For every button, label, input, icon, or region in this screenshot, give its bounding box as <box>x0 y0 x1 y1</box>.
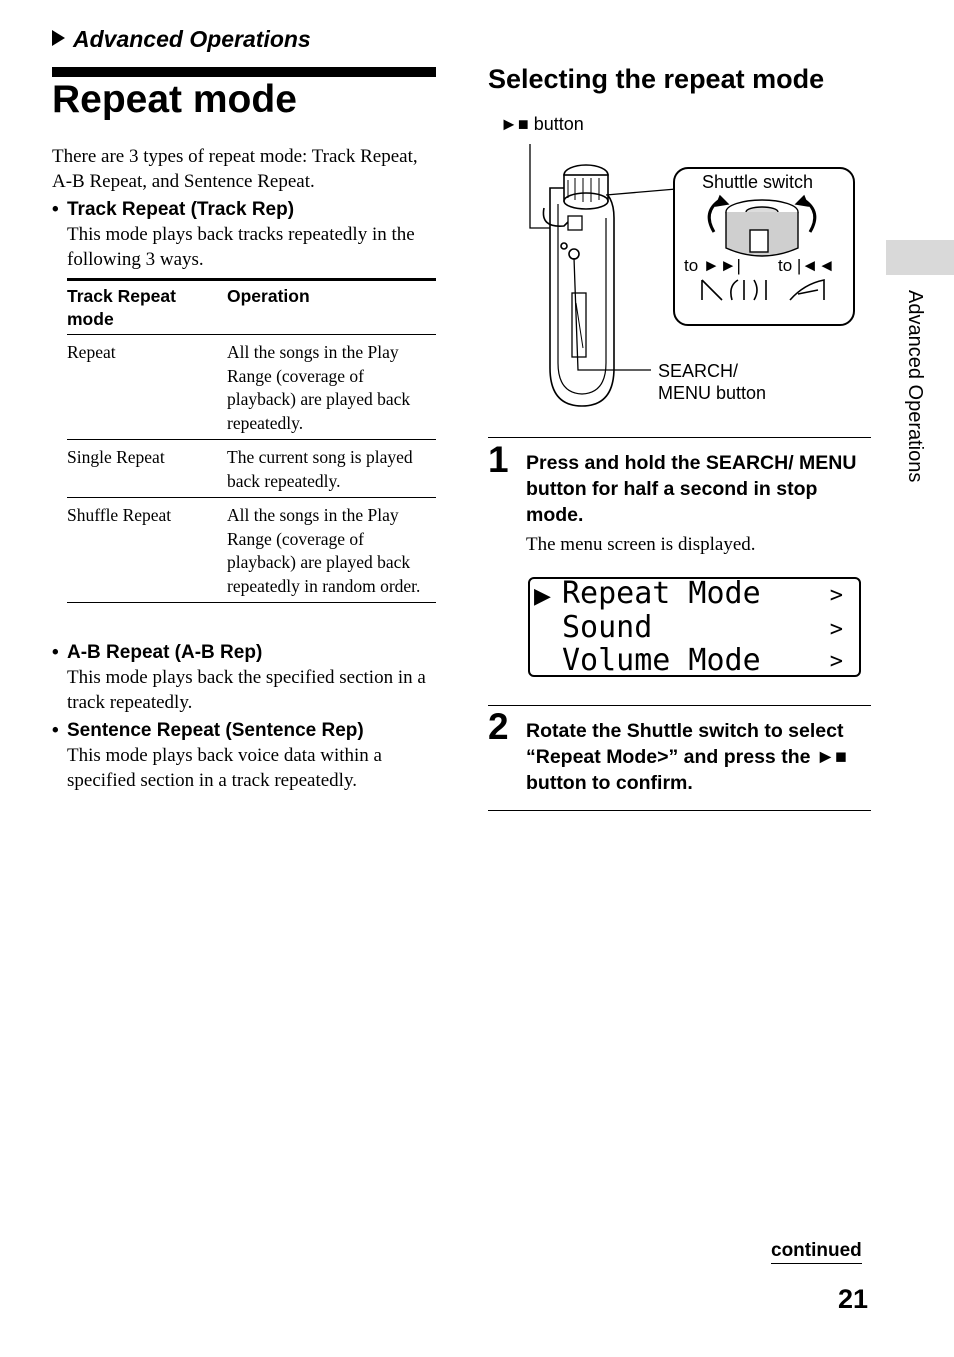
intro-paragraph: There are 3 types of repeat mode: Track Repeat, A-B Repeat, and Sentence Repeat. <box>52 146 418 192</box>
lcd-item-repeat-mode: Repeat Mode <box>562 576 761 611</box>
bullet-title: A-B Repeat (A-B Rep) <box>67 642 263 663</box>
bullet-track-repeat <box>52 197 436 272</box>
table-header-row <box>67 280 436 335</box>
chevron-right-icon: > <box>829 649 843 674</box>
table-cell: Single Repeat <box>67 447 165 467</box>
page-number: 21 <box>838 1284 869 1314</box>
bullet-title: Sentence Repeat (Sentence Rep) <box>67 720 364 741</box>
search-label-line2: MENU button <box>658 383 767 403</box>
bullet-body: This mode plays back the specified section in a track repeatedly. <box>67 667 426 713</box>
table-cell: All the songs in the Play Range (coverage of playback) are played back repeatedly. <box>227 342 411 433</box>
table-row <box>67 440 436 498</box>
title-rule <box>52 67 436 77</box>
bullet-dot: • <box>52 720 59 741</box>
bullet-dot: • <box>52 199 59 220</box>
bullet-title: Track Repeat (Track Rep) <box>67 199 295 220</box>
side-tab <box>886 240 954 275</box>
step-number: 1 <box>488 439 509 480</box>
step-number: 2 <box>488 706 509 747</box>
page-title: Repeat mode <box>52 78 297 121</box>
search-label-line1: SEARCH/ <box>658 361 739 381</box>
chevron-right-icon: > <box>829 617 843 642</box>
breadcrumb <box>52 26 311 53</box>
to-prev-label: to |◄◄ <box>778 256 835 275</box>
step-divider <box>488 437 871 438</box>
step-divider <box>488 705 871 706</box>
step-instruction: Rotate the Shuttle switch to select “Repeat Mode>” and press the ►■ button to confirm. <box>526 720 847 794</box>
column-header: Operation <box>227 286 310 306</box>
bullet-body: This mode plays back voice data within a specified section in a track repeatedly. <box>67 745 382 791</box>
table-row <box>67 498 436 603</box>
lcd-item-sound: Sound <box>562 610 653 645</box>
breadcrumb-text: Advanced Operations <box>73 26 311 52</box>
shuttle-label: Shuttle switch <box>702 172 814 192</box>
cursor-icon: ▶ <box>534 584 551 609</box>
repeat-mode-table <box>67 278 436 603</box>
side-tab-label: Advanced Operations <box>904 290 926 483</box>
bullet-sentence-repeat <box>52 718 436 793</box>
lcd-menu-screen <box>528 577 861 677</box>
to-next-label: to ►►| <box>684 256 741 275</box>
step-instruction: Press and hold the SEARCH/ MENU button for half a second in stop mode. <box>526 452 857 526</box>
step-note: The menu screen is displayed. <box>526 534 756 555</box>
bullet-dot: • <box>52 642 59 663</box>
table-cell: All the songs in the Play Range (coverage of playback) are played back repeatedly in random order. <box>227 505 421 596</box>
chevron-right-icon: > <box>829 583 843 608</box>
table-cell: The current song is played back repeatedly. <box>227 447 413 491</box>
play-button-label: ►■ button <box>500 114 584 134</box>
section-title: Selecting the repeat mode <box>488 64 825 94</box>
column-header: Track Repeat mode <box>67 286 176 329</box>
bullet-body: This mode plays back tracks repeatedly in the following 3 ways. <box>67 224 415 270</box>
lcd-item-volume-mode: Volume Mode <box>562 643 761 678</box>
player-diagram <box>488 108 868 408</box>
triangle-right-icon <box>52 30 65 46</box>
bullet-ab-repeat <box>52 640 436 715</box>
continued-label: continued <box>771 1240 862 1264</box>
table-cell: Shuffle Repeat <box>67 505 172 525</box>
table-cell: Repeat <box>67 342 116 362</box>
step-divider <box>488 810 871 811</box>
table-row <box>67 335 436 440</box>
